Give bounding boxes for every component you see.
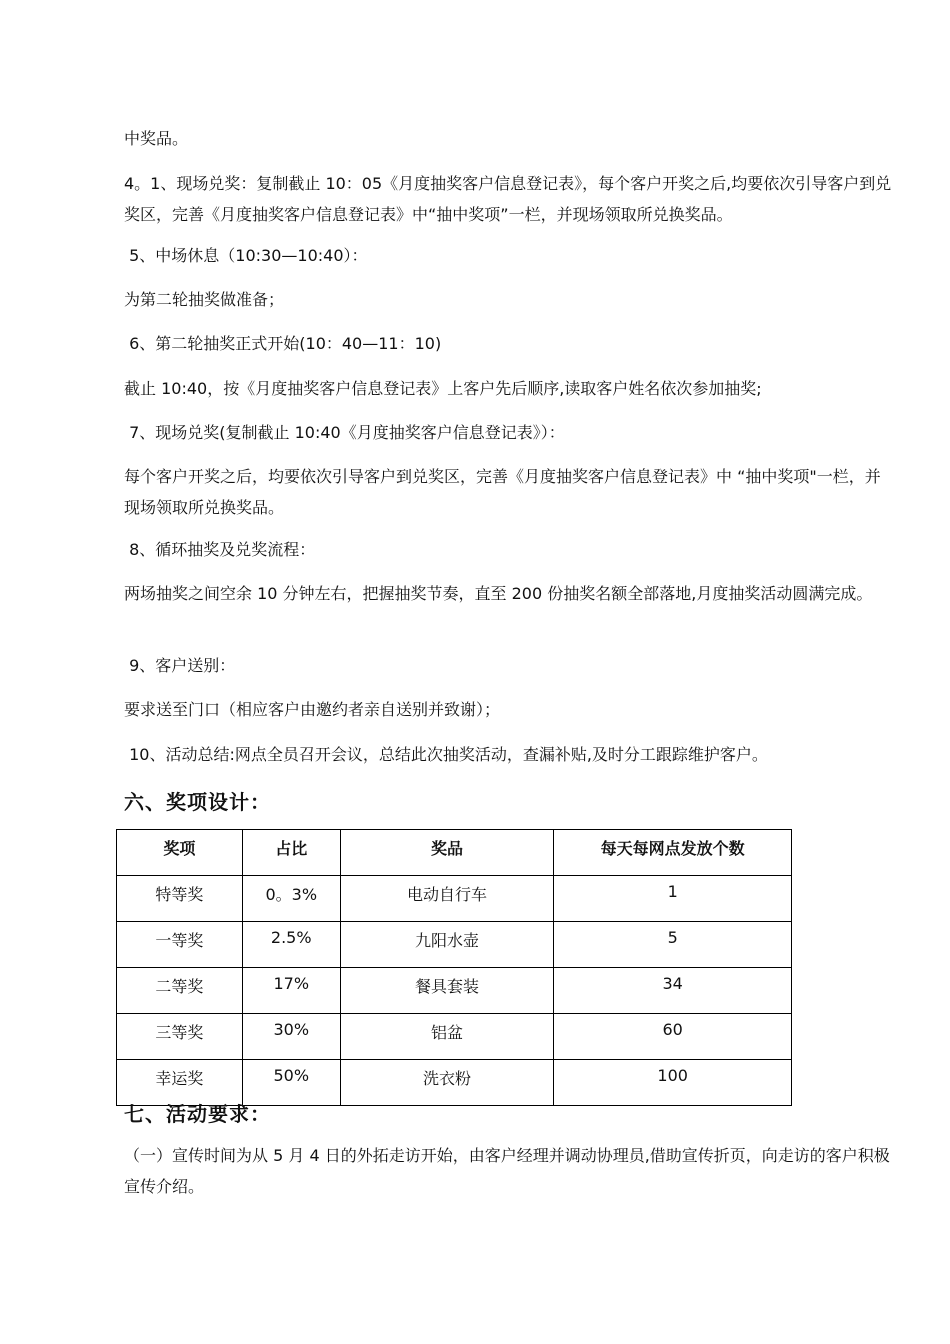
table-cell: 100	[554, 1060, 792, 1106]
paragraph-step-7-detail: 每个客户开奖之后，均要依次引导客户到兑奖区，完善《月度抽奖客户信息登记表》中 “抽中奖项"一栏，并现场领取所兑换奖品。	[124, 467, 881, 517]
paragraph-step-6: 6、第二轮抽奖正式开始(10：40—11：10)	[124, 334, 442, 353]
paragraph-step-8-detail: 两场抽奖之间空余 10 分钟左右，把握抽奖节奏，直至 200 份抽奖名额全部落地,月度抽奖活动圆满完成。	[124, 584, 873, 603]
table-row	[117, 968, 792, 1014]
paragraph-requirement-1: （一）宣传时间为从 5 月 4 日的外拓走访开始，由客户经理并调动协理员,借助宣传折页，向走访的客户积极宣传介绍。	[124, 1146, 890, 1196]
section-6-heading: 六、奖项设计：	[124, 790, 271, 814]
paragraph-step-4-1: 4。1、现场兑奖：复制截止 10：05《月度抽奖客户信息登记表》，每个客户开奖之后,均要依次引导客户到兑奖区，完善《月度抽奖客户信息登记表》中“抽中奖项”一栏，并现场领取所兑换奖品。	[124, 174, 892, 224]
paragraph-step-6-detail: 截止 10:40，按《月度抽奖客户信息登记表》上客户先后顺序,读取客户姓名依次参加抽奖;	[124, 379, 762, 398]
paragraph-step-9-detail: 要求送至门口（相应客户由邀约者亲自送别并致谢）；	[124, 700, 501, 719]
table-cell: 5	[554, 922, 792, 968]
paragraph-step-7: 7、现场兑奖(复制截止 10:40《月度抽奖客户信息登记表》）：	[124, 423, 565, 442]
table-cell: 34	[554, 968, 792, 1014]
table-row	[117, 1014, 792, 1060]
header-cell: 占比	[242, 830, 340, 876]
table-cell: 30%	[242, 1014, 340, 1060]
header-cell: 奖项	[117, 830, 243, 876]
table-cell: 三等奖	[117, 1014, 243, 1060]
table-cell: 九阳水壶	[340, 922, 554, 968]
header-cell: 每天每网点发放个数	[554, 830, 792, 876]
paragraph-step-10: 10、活动总结:网点全员召开会议，总结此次抽奖活动，查漏补贴,及时分工跟踪维护客户。	[124, 745, 768, 764]
table-header-row	[117, 830, 792, 876]
section-7-heading: 七、活动要求：	[124, 1102, 271, 1126]
table-cell: 1	[554, 876, 792, 922]
table-cell: 一等奖	[117, 922, 243, 968]
table-cell: 17%	[242, 968, 340, 1014]
paragraph-step-5-detail: 为第二轮抽奖做准备；	[124, 290, 285, 309]
table-cell: 电动自行车	[340, 876, 554, 922]
table-cell: 幸运奖	[117, 1060, 243, 1106]
table-cell: 60	[554, 1014, 792, 1060]
paragraph-step-8: 8、循环抽奖及兑奖流程：	[124, 540, 316, 559]
prize-table	[116, 829, 792, 1106]
table-row	[117, 876, 792, 922]
paragraph-step-9: 9、客户送别：	[124, 656, 236, 675]
table-cell: 0。3%	[242, 876, 340, 922]
table-cell: 餐具套装	[340, 968, 554, 1014]
table-cell: 2.5%	[242, 922, 340, 968]
paragraph-step-5: 5、中场休息（10:30—10:40）：	[124, 246, 368, 265]
table-cell: 二等奖	[117, 968, 243, 1014]
table-cell: 50%	[242, 1060, 340, 1106]
paragraph-continuation: 中奖品。	[124, 129, 189, 148]
header-cell: 奖品	[340, 830, 554, 876]
table-cell: 铝盆	[340, 1014, 554, 1060]
table-cell: 特等奖	[117, 876, 243, 922]
table-row	[117, 922, 792, 968]
table-cell: 洗衣粉	[340, 1060, 554, 1106]
